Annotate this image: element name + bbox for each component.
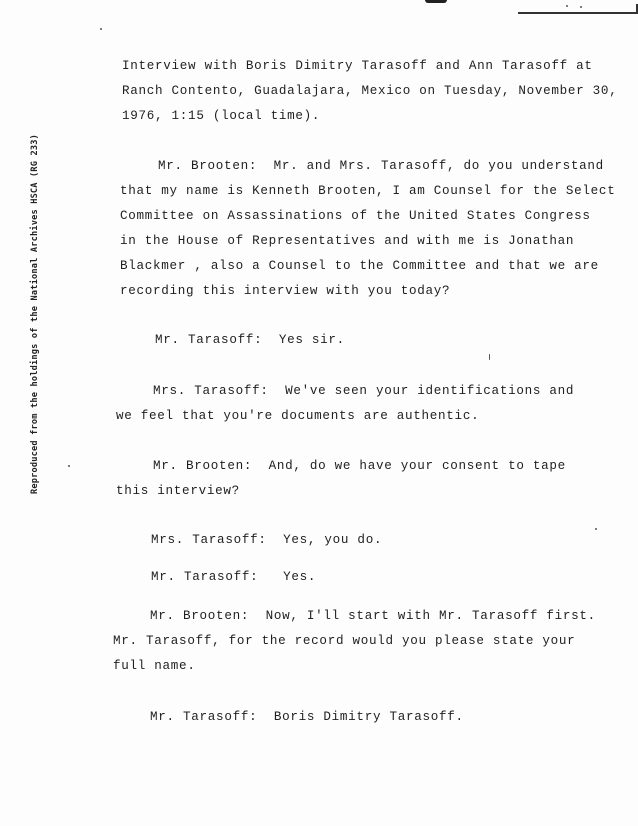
transcript-line: Committee on Assassinations of the United States Congress <box>120 209 591 223</box>
transcript-line: Blackmer , also a Counsel to the Committee and that we are <box>120 259 599 273</box>
transcript-line: Mr. Tarasoff, for the record would you please state your <box>113 634 576 648</box>
transcript-line: Mr. Brooten: Mr. and Mrs. Tarasoff, do you understand <box>158 159 604 173</box>
scan-speck <box>580 6 582 8</box>
transcript-line: this interview? <box>116 484 240 498</box>
transcript-line: Mr. Tarasoff: Yes sir. <box>155 333 345 347</box>
transcript-line: Mr. Brooten: Now, I'll start with Mr. Tarasoff first. <box>150 609 596 623</box>
transcript-line: Mr. Tarasoff: Yes. <box>151 570 317 584</box>
transcript-line: full name. <box>113 659 196 673</box>
archive-stamp: Reproduced from the holdings of the National Archives HSCA (RG 233) <box>30 133 40 494</box>
scan-speck <box>489 354 490 360</box>
header-line: Ranch Contento, Guadalajara, Mexico on Tuesday, November 30, <box>122 84 618 98</box>
transcript-line: in the House of Representatives and with me is Jonathan <box>120 234 575 248</box>
scan-speck <box>100 28 102 30</box>
transcript-line: Mr. Tarasoff: Boris Dimitry Tarasoff. <box>150 710 464 724</box>
transcript-line: that my name is Kenneth Brooten, I am Counsel for the Select <box>120 184 616 198</box>
transcript-line: we feel that you're documents are authentic. <box>116 409 480 423</box>
transcript-line: Mrs. Tarasoff: Yes, you do. <box>151 533 383 547</box>
scan-speck <box>566 5 568 7</box>
scan-speck <box>595 528 597 530</box>
scan-speck <box>68 465 70 467</box>
transcript-line: Mrs. Tarasoff: We've seen your identifications and <box>153 384 575 398</box>
scan-artifact <box>425 0 447 3</box>
transcript-line: Mr. Brooten: And, do we have your consent to tape <box>153 459 566 473</box>
header-line: Interview with Boris Dimitry Tarasoff and Ann Tarasoff at <box>122 59 593 73</box>
transcript-line: recording this interview with you today? <box>120 284 451 298</box>
header-line: 1976, 1:15 (local time). <box>122 109 321 123</box>
scan-artifact <box>518 4 638 14</box>
